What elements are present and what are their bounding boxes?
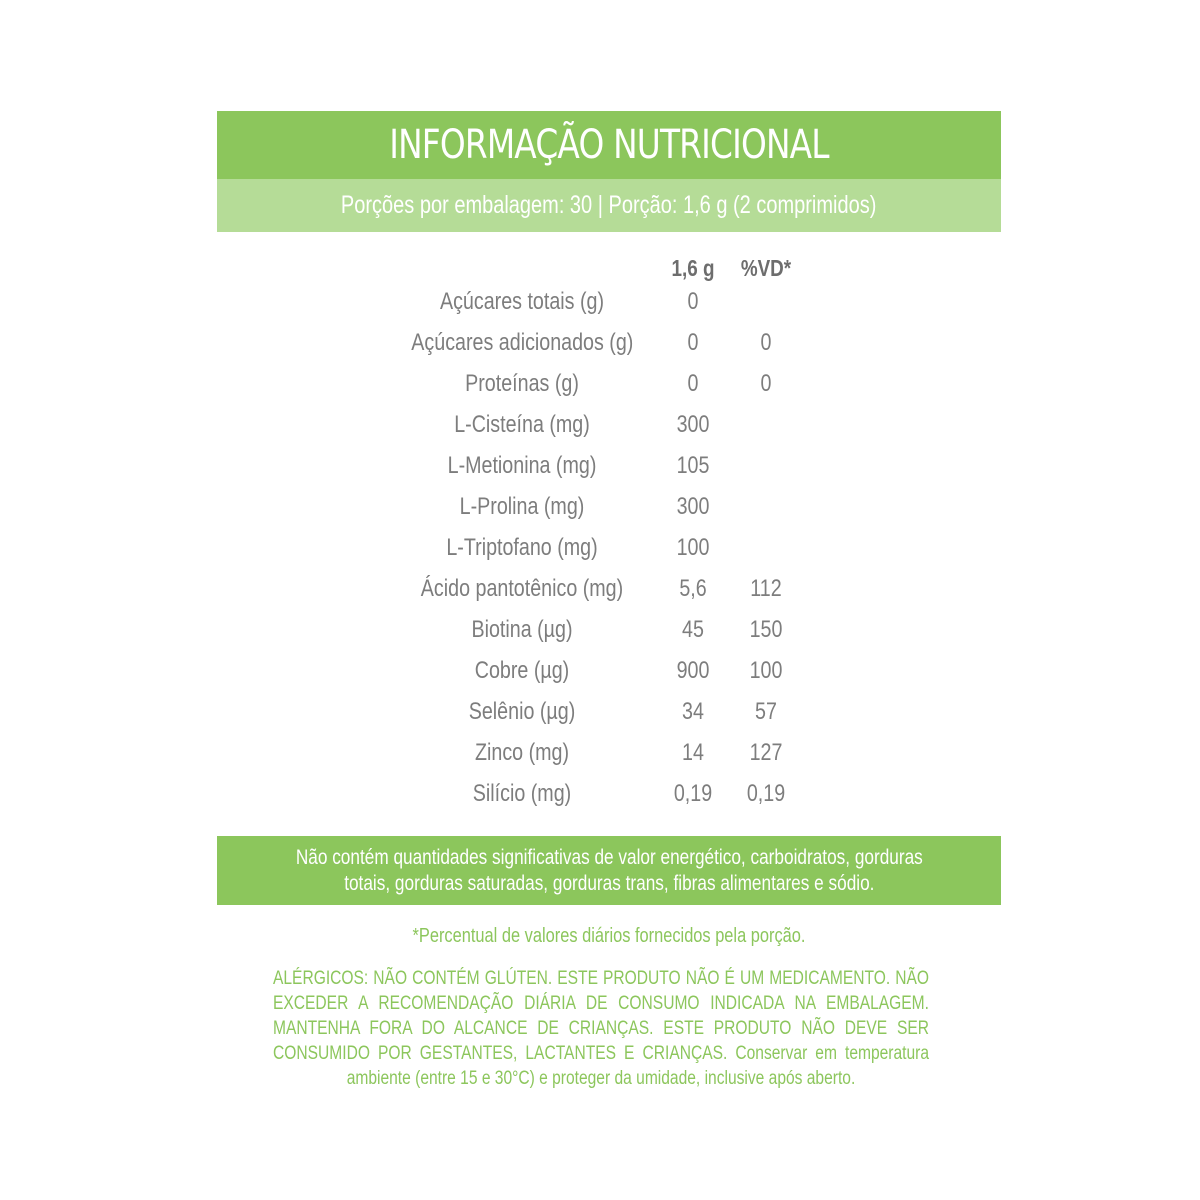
row-amount: 0 [687, 329, 699, 356]
table-row [217, 616, 1001, 656]
row-vd: 0 [760, 329, 772, 356]
table-row [217, 452, 1001, 492]
row-label: Cobre (µg) [474, 657, 570, 684]
nutrition-facts-panel [217, 111, 1001, 948]
footnote: *Percentual de valores diários fornecidos pela porção. [412, 925, 806, 947]
row-amount: 300 [676, 411, 710, 438]
row-amount: 5,6 [679, 575, 707, 602]
row-vd: 127 [749, 739, 783, 766]
row-amount: 0 [687, 370, 699, 397]
table-row [217, 575, 1001, 615]
table-row [217, 698, 1001, 738]
row-amount: 45 [682, 616, 704, 643]
row-vd: 112 [750, 575, 782, 602]
row-label: L-Cisteína (mg) [454, 411, 590, 438]
row-label: Açúcares adicionados (g) [411, 329, 634, 356]
row-label: Selênio (µg) [468, 698, 576, 725]
table-row [217, 534, 1001, 574]
notice-bar [217, 836, 1001, 905]
row-label: Proteínas (g) [465, 370, 579, 397]
row-label: Silício (mg) [472, 780, 572, 807]
row-label: Biotina (µg) [471, 616, 573, 643]
row-label: L-Prolina (mg) [459, 493, 585, 520]
row-vd: 57 [755, 698, 777, 725]
nutrition-table [217, 232, 1001, 836]
table-row [217, 657, 1001, 697]
disclaimer-text: ALÉRGICOS: NÃO CONTÉM GLÚTEN. ESTE PRODUTO NÃO É UM MEDICAMENTO. NÃO EXCEDER A RECOMENDAÇÃO DIÁRIA DE CONSUMO INDICADA NA EMBALAGEM. MANTENHA FORA DO ALCANCE DE CRIANÇAS. ESTE PRODUTO NÃO DEVE SER CONSUMIDO POR GESTANTES, LACTANTES E CRIANÇAS. Conservar em temperatura ambiente (entre 15 e 30°C) e proteger da umidade, inclusive após aberto. [273, 968, 929, 1089]
table-row [217, 370, 1001, 410]
row-vd: 150 [749, 616, 783, 643]
row-vd: 0 [760, 370, 772, 397]
notice-line-1: Não contém quantidades significativas de valor energético, carboidratos, gorduras [295, 845, 923, 869]
row-amount: 100 [676, 534, 710, 561]
row-label: Açúcares totais (g) [439, 288, 605, 315]
column-header-amount: 1,6 g [671, 255, 715, 281]
nutrition-title: INFORMAÇÃO NUTRICIONAL [389, 122, 829, 168]
table-row [217, 411, 1001, 451]
row-amount: 34 [682, 698, 704, 725]
row-label: Zinco (mg) [474, 739, 570, 766]
row-amount: 300 [676, 493, 710, 520]
row-label: L-Metionina (mg) [447, 452, 597, 479]
row-label: L-Triptofano (mg) [446, 534, 598, 561]
title-bar [217, 111, 1001, 179]
notice-line-2: totais, gorduras saturadas, gorduras trans, fibras alimentares e sódio. [343, 871, 875, 895]
row-vd: 100 [749, 657, 783, 684]
row-amount: 105 [676, 452, 710, 479]
table-row [217, 493, 1001, 533]
row-amount: 14 [682, 739, 704, 766]
row-amount: 0,19 [673, 780, 713, 807]
table-row [217, 288, 1001, 328]
column-header-vd: %VD* [740, 255, 792, 281]
row-amount: 0 [687, 288, 699, 315]
table-row [217, 780, 1001, 820]
row-vd: 0,19 [746, 780, 786, 807]
row-amount: 900 [676, 657, 710, 684]
disclaimer-box [273, 966, 929, 1091]
serving-info: Porções por embalagem: 30 | Porção: 1,6 g (2 comprimidos) [341, 191, 877, 219]
serving-info-bar [217, 179, 1001, 232]
table-row [217, 739, 1001, 779]
row-label: Ácido pantotênico (mg) [420, 575, 624, 602]
table-row [217, 329, 1001, 369]
